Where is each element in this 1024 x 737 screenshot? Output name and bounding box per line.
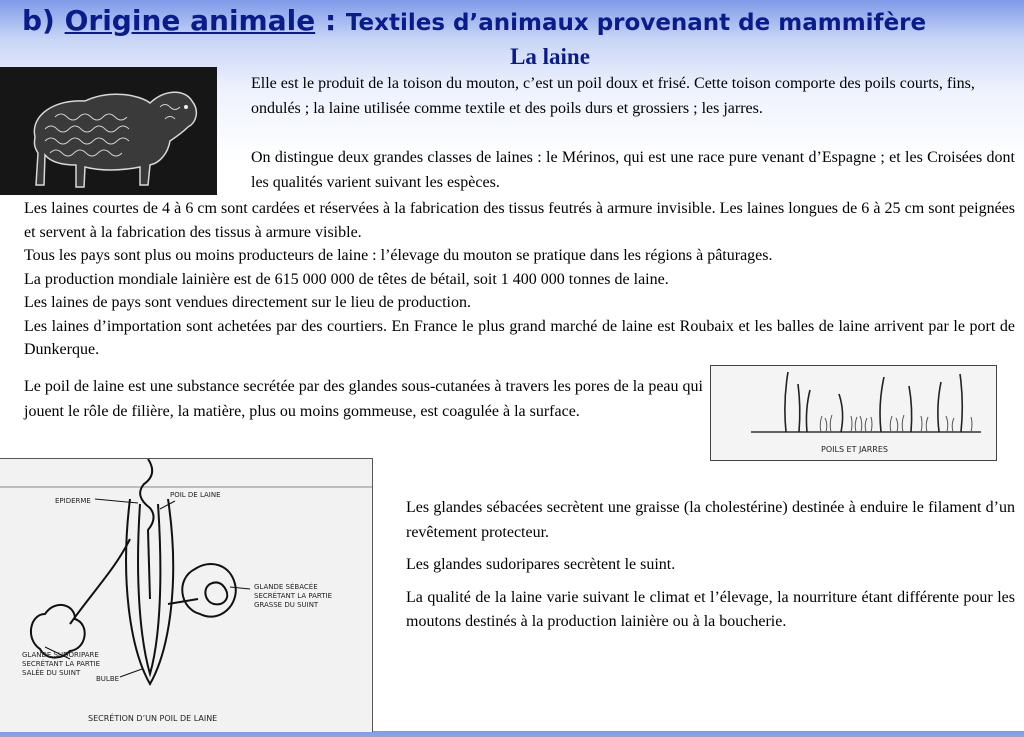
paragraph-pays-producteurs: Tous les pays sont plus ou moins producteurs de laine : l’élevage du mouton se pratique dans les régions à pâturages. [24,247,773,264]
subtitle: La laine [510,44,590,69]
paragraph-classes: On distingue deux grandes classes de laines : le Mérinos, qui est une race pure venant d’Espagne ; et les Croisées dont les qualités varient suivant les espèces. [251,149,1015,191]
label-poil: POIL DE LAINE [170,491,221,499]
label-sudoripare-2: SECRÉTANT LA PARTIE [22,660,101,668]
label-sebacee-1: GLANDE SÉBACÉE [254,583,318,591]
page-title [22,4,1022,37]
label-epiderme: EPIDERME [55,497,91,505]
paragraph-glandes-sebacees: Les glandes sébacées secrètent une graisse (la cholestérine) destinée à enduire le filament d’un revêtement protecteur. [406,499,1015,541]
hairs-image [710,365,997,461]
paragraph-poil-de-laine: Le poil de laine est une substance secrétée par des glandes sous-cutanées à travers les pores de la peau qui jouent le rôle de filière, la matière, plus ou moins gommeuse, est coagulée à la surface. [24,378,703,420]
paragraph-production-mondiale: La production mondiale lainière est de 615 000 000 de têtes de bétail, soit 1 400 000 tonnes de laine. [24,270,669,288]
paragraph-glandes-sudoripares: Les glandes sudoripares secrètent le suint. [406,556,676,573]
title-colon: : [315,4,346,37]
paragraph-block-glandes [406,496,1015,643]
paragraph-importation: Les laines d’importation sont achetées par des courtiers. En France le plus grand marché de laine est Roubaix et les balles de laine arrivent par le port de Dunkerque. [24,317,1015,358]
label-bulbe: BULBE [96,675,120,683]
label-sebacee-3: GRASSE DU SUINT [254,601,319,609]
title-underlined: Origine animale [64,4,316,37]
paragraph-block-production [24,197,1015,362]
label-sebacee-2: SECRÉTANT LA PARTIE [254,592,333,600]
label-sudoripare-1: GLANDE SUDORIPARE [22,651,99,659]
sheep-image [0,67,217,195]
paragraph-laines-de-pays: Les laines de pays sont vendues directement sur le lieu de production. [24,294,471,311]
title-rest: Textiles d’animaux provenant de mammifère [345,10,927,36]
gland-diagram [0,458,373,732]
title-prefix: b) [22,4,65,37]
paragraph-toison: Elle est le produit de la toison du mouton, c’est un poil doux et frisé. Cette toison comporte des poils courts, fins, ondulés ; la laine utilisée comme textile et des poils durs et grossiers ; les jarres. [251,75,975,117]
paragraph-qualite: La qualité de la laine varie suivant le climat et l’élevage, la nourriture étant différente pour les moutons destinés à la production lainière ou à la boucherie. [406,588,1015,630]
gland-caption: SECRÉTION D’UN POIL DE LAINE [88,714,218,723]
label-sudoripare-3: SALÉE DU SUINT [22,669,81,677]
hairs-caption: POILS ET JARRES [821,445,888,454]
paragraph-laines-courtes: Les laines courtes de 4 à 6 cm sont cardées et réservées à la fabrication des tissus feutrés à armure invisible. Les laines longues de 6 à 25 cm sont peignées et servent à la fabrication des tissus à armure visible. [24,200,1015,241]
